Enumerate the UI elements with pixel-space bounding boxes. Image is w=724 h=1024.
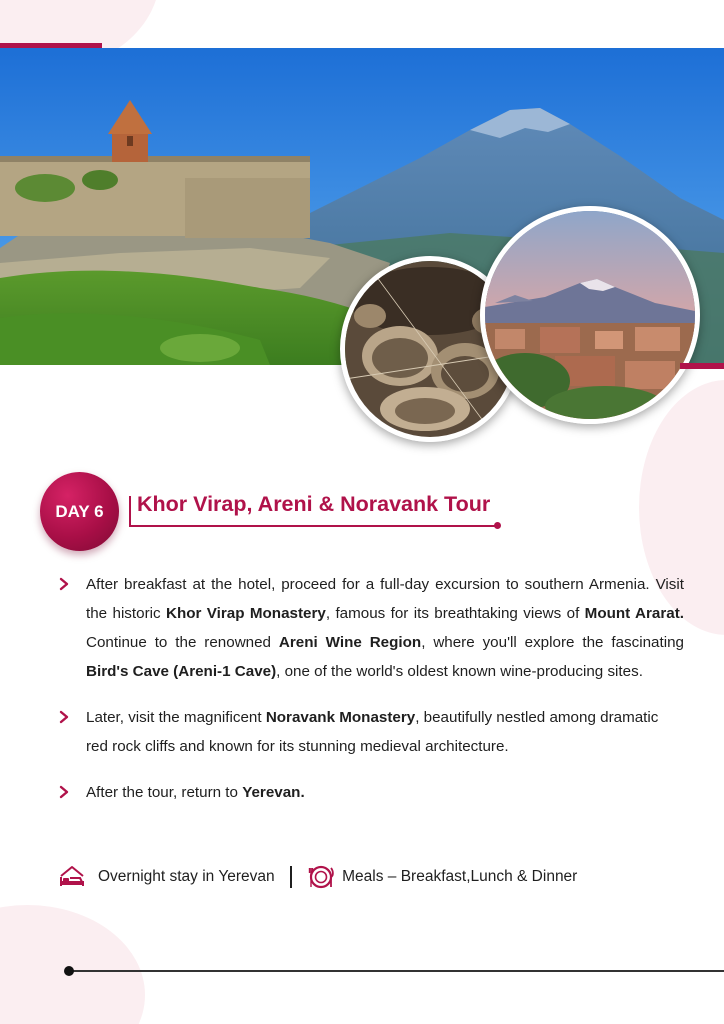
chevron-right-icon [58, 577, 70, 591]
chevron-right-icon [58, 710, 70, 724]
day-title: Khor Virap, Areni & Noravank Tour [137, 492, 491, 516]
decor-circle-bottom-left [0, 905, 145, 1024]
highlight-text: Areni Wine Region [278, 634, 422, 651]
footer-line [70, 970, 724, 972]
title-underline-dot [494, 522, 501, 529]
overnight-stay-text: Overnight stay in Yerevan [98, 868, 275, 885]
chevron-right-icon [58, 785, 70, 799]
highlight-text: Mount Ararat. [584, 605, 684, 622]
meals-text: Meals – Breakfast,Lunch & Dinner [342, 868, 578, 885]
item-text: , famous for its breathtaking views of [325, 605, 585, 622]
stay-meals-info [58, 862, 577, 892]
item-text: , one of the world's oldest known wine-producing sites. [276, 663, 643, 680]
yerevan-photo-circle [480, 206, 700, 424]
highlight-text: Yerevan. [242, 784, 305, 801]
bed-icon [58, 864, 86, 890]
item-text: Continue to the renowned [86, 634, 279, 651]
footer-line-dot [64, 966, 74, 976]
itinerary-item [58, 778, 684, 807]
title-underline [129, 525, 496, 527]
item-text: After the tour, return to [86, 784, 243, 801]
itinerary-item [58, 703, 684, 761]
item-text: , where you'll explore the fascinating [421, 634, 684, 651]
fork-knife-icon [308, 864, 336, 890]
item-text: After breakfast at the hotel, proceed for a full-day excursion to southern Armenia. Visit the historic [86, 576, 684, 622]
item-text: Later, visit the magnificent [86, 709, 266, 726]
day-badge: DAY 6 [40, 472, 119, 551]
highlight-text: Noravank Monastery [265, 709, 416, 726]
itinerary-item [58, 570, 684, 686]
itinerary-list [58, 570, 684, 807]
accent-bar-right [680, 363, 724, 369]
separator [290, 866, 293, 888]
highlight-text: Bird's Cave (Areni-1 Cave) [86, 663, 277, 680]
title-rule-vertical [129, 496, 131, 527]
highlight-text: Khor Virap Monastery [165, 605, 326, 622]
item-text: , beautifully nestled among dramatic red rock cliffs and known for its stunning medieval architecture. [86, 709, 659, 755]
